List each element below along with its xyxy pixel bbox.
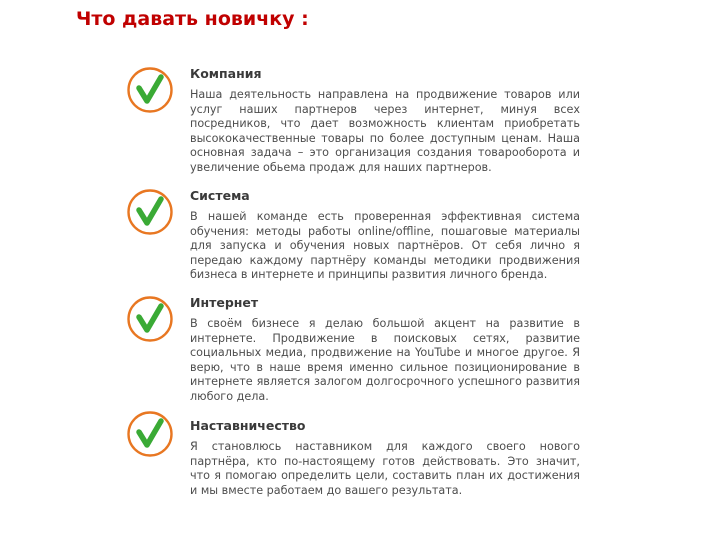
item-heading: Система — [190, 188, 250, 203]
check-circle-icon — [126, 188, 174, 236]
page-title: Что давать новичку : — [76, 8, 309, 30]
item-text: В своём бизнесе я делаю большой акцент на развитие в интернете. Продвижение в поисковых сетях, развитие социальных медиа, продвижение на YouTube и многое другое. Я верю, что в наше время именно сильное позиционирование в интернете является залогом долгосрочного успешного развития любого дела. — [190, 317, 580, 403]
check-circle-icon — [126, 66, 174, 114]
item-heading: Интернет — [190, 295, 259, 310]
item-text: Наша деятельность направлена на продвижение товаров или услуг наших партнеров через интернет, минуя всех посредников, что дает возможность клиентам приобретать высококачественные товары по более доступным ценам. Наша основная задача – это организация создания товарооборота и увеличение обьема продаж для наших партнеров. — [190, 88, 580, 174]
item-text: В нашей команде есть проверенная эффективная система обучения: методы работы online/offline, пошаговые материалы для запуска и обучения новых партнёров. От себя лично я передаю каждому партнёру команды методики продвижения бизнеса в интернете и принципы развития личного бренда. — [190, 210, 580, 281]
item-text: Я становлюсь наставником для каждого своего нового партнёра, кто по-настоящему готов действовать. Это значит, что я помогаю определить цели, составить план их достижения и мы вместе работаем до вашего результата. — [190, 440, 580, 497]
item-heading: Наставничество — [190, 418, 306, 433]
item-heading: Компания — [190, 66, 262, 81]
check-circle-icon — [126, 295, 174, 343]
check-circle-icon — [126, 410, 174, 458]
